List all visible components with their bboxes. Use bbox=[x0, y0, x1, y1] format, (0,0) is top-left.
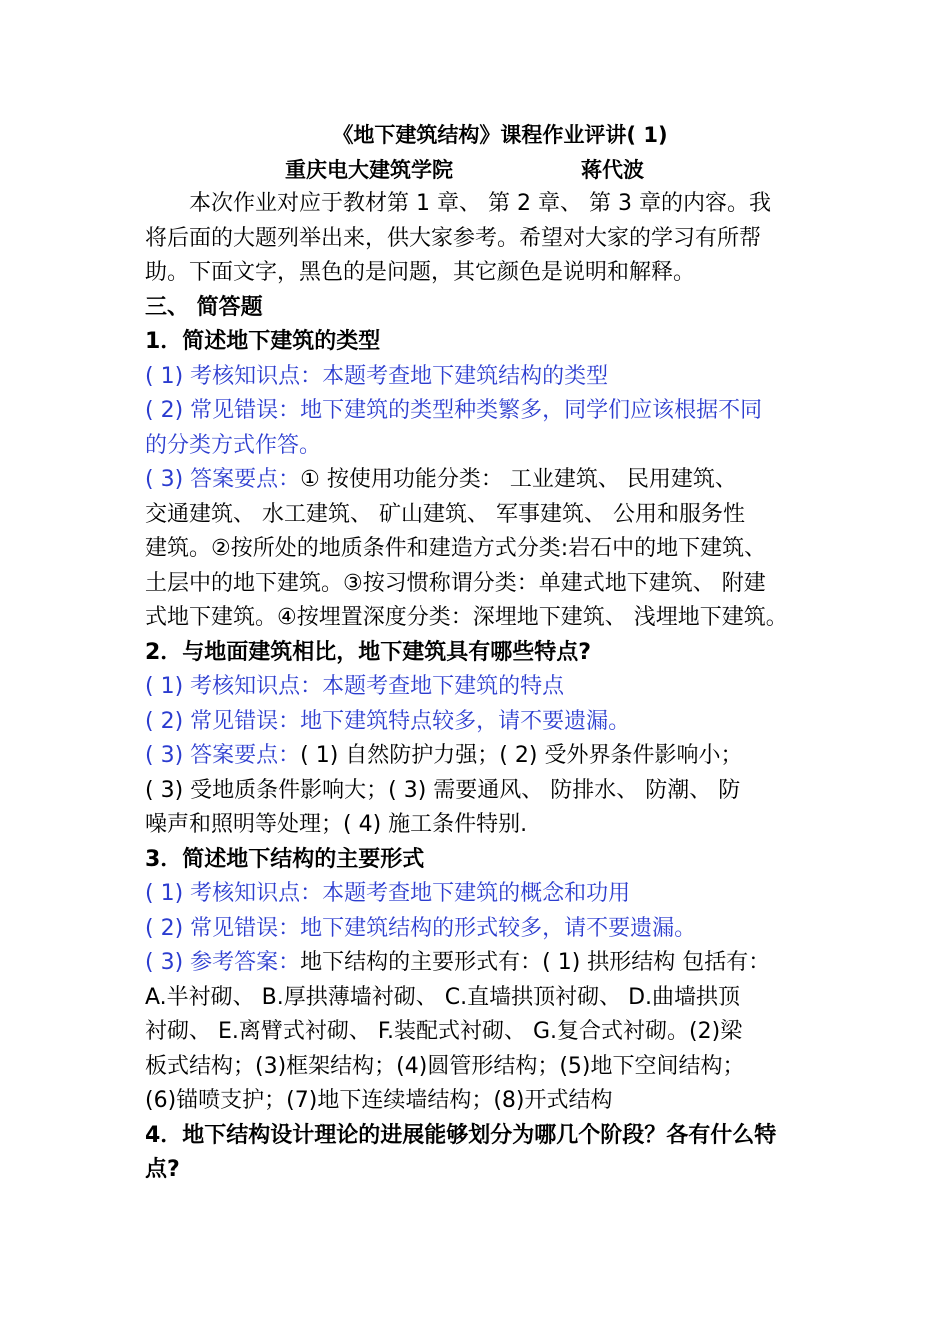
q1-answer-line: 建筑。②按所处的地质条件和建造方式分类:岩石中的地下建筑、 bbox=[145, 536, 767, 561]
q1-answer-line: 土层中的地下建筑。③按习惯称谓分类：单建式地下建筑、 附建 bbox=[145, 570, 766, 596]
q2-answer-line: 噪声和照明等处理；( 4) 施工条件特别. bbox=[145, 812, 528, 837]
q2-answer-line: ( 3) 受地质条件影响大；( 3) 需要通风、 防排水、 防潮、 防 bbox=[145, 777, 741, 803]
q1-knowledge-point: ( 1) 考核知识点：本题考查地下建筑结构的类型 bbox=[145, 363, 609, 389]
q3-answer-text: 地下结构的主要形式有：( 1) 拱形结构 包括有： bbox=[300, 950, 771, 975]
q2-common-errors: ( 2) 常见错误：地下建筑特点较多，请不要遗漏。 bbox=[145, 708, 631, 734]
q1-answer-label: ( 3) 答案要点： bbox=[145, 467, 301, 492]
author-line bbox=[145, 153, 835, 188]
question-1: 1．简述地下建筑的类型 bbox=[145, 329, 381, 354]
section-heading: 三、 简答题 bbox=[145, 294, 263, 320]
q3-answer-line: 衬砌、 E.离臂式衬砌、 F.装配式衬砌、 G.复合式衬砌。(2)梁 bbox=[145, 1019, 743, 1044]
intro-line: 将后面的大题列举出来，供大家参考。希望对大家的学习有所帮 bbox=[145, 225, 762, 251]
q1-answer-text: ① 按使用功能分类： 工业建筑、 民用建筑、 bbox=[300, 467, 737, 492]
q3-common-errors: ( 2) 常见错误：地下建筑结构的形式较多，请不要遗漏。 bbox=[145, 915, 697, 941]
q1-answer-line: 交通建筑、 水工建筑、 矿山建筑、 军事建筑、 公用和服务性 bbox=[145, 501, 745, 527]
q1-answer-line: 式地下建筑。④按埋置深度分类：深埋地下建筑、 浅埋地下建筑。 bbox=[145, 605, 788, 630]
q3-answer-line: 板式结构；(3)框架结构；(4)圆管形结构；(5)地下空间结构； bbox=[145, 1053, 745, 1079]
q3-answer-label: ( 3) 参考答案： bbox=[145, 950, 301, 975]
q1-answer-line bbox=[145, 463, 835, 498]
q1-common-errors: ( 2) 常见错误：地下建筑的类型种类繁多，同学们应该根据不同 bbox=[145, 398, 763, 423]
author-name: 蒋代波 bbox=[581, 157, 644, 182]
intro-line: 助。下面文字，黑色的是问题，其它颜色是说明和解释。 bbox=[145, 260, 696, 285]
intro-line: 本次作业对应于教材第 1 章、 第 2 章、 第 3 章的内容。我 bbox=[189, 191, 771, 216]
q3-answer-line bbox=[145, 946, 835, 981]
document-title: 《地下建筑结构》课程作业评讲( 1) bbox=[332, 123, 668, 147]
q2-answer-label: ( 3) 答案要点： bbox=[145, 743, 301, 768]
q1-common-errors: 的分类方式作答。 bbox=[145, 432, 322, 458]
q2-knowledge-point: ( 1) 考核知识点：本题考查地下建筑的特点 bbox=[145, 674, 565, 699]
q2-answer-text: ( 1) 自然防护力强；( 2) 受外界条件影响小； bbox=[300, 743, 743, 768]
question-3: 3．简述地下结构的主要形式 bbox=[145, 846, 425, 872]
q2-answer-line bbox=[145, 739, 835, 774]
question-4-continued: 点? bbox=[145, 1157, 180, 1182]
author-org: 重庆电大建筑学院 bbox=[285, 157, 453, 182]
q3-answer-line: A.半衬砌、 B.厚拱薄墙衬砌、 C.直墙拱顶衬砌、 D.曲墙拱顶 bbox=[145, 984, 741, 1010]
q3-answer-line: (6)锚喷支护；(7)地下连续墙结构；(8)开式结构 bbox=[145, 1088, 613, 1113]
question-4: 4．地下结构设计理论的进展能够划分为哪几个阶段？各有什么特 bbox=[145, 1122, 777, 1148]
q3-knowledge-point: ( 1) 考核知识点：本题考查地下建筑的概念和功用 bbox=[145, 881, 631, 906]
document-body bbox=[145, 118, 835, 1188]
question-2: 2．与地面建筑相比，地下建筑具有哪些特点? bbox=[145, 639, 592, 665]
